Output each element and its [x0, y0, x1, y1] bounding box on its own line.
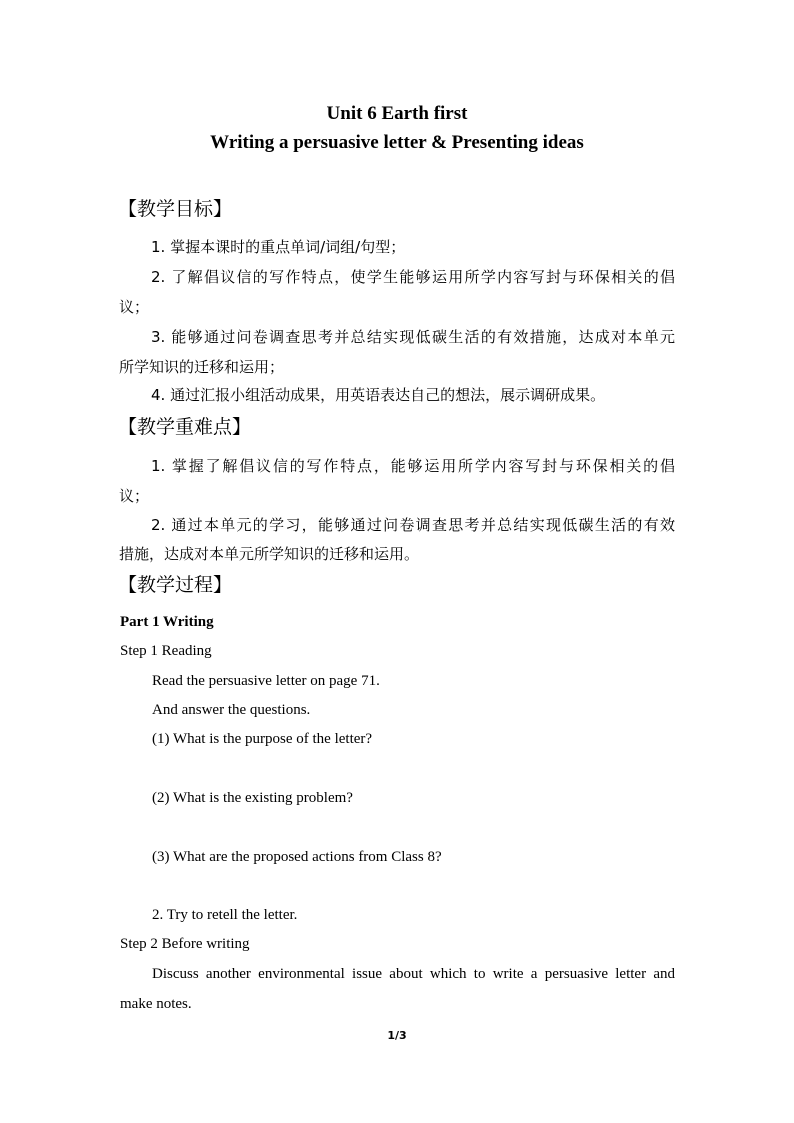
part-1-title: Part 1 Writing — [120, 614, 214, 630]
step-2-text: Discuss another environmental issue about which to write a persuasive letter and — [152, 966, 675, 982]
section-heading-objectives: 【教学目标】 — [118, 198, 233, 220]
step-2-text-cont: make notes. — [120, 996, 192, 1012]
document-subtitle: Writing a persuasive letter & Presenting ideas — [210, 132, 584, 153]
step-2-title: Step 2 Before writing — [120, 936, 250, 952]
objective-item-3: 3. 能够通过问卷调查思考并总结实现低碳生活的有效措施，达成对本单元 — [151, 328, 675, 346]
page-number: 1/3 — [387, 1029, 407, 1042]
objective-item-2: 2. 了解倡议信的写作特点，使学生能够运用所学内容写封与环保相关的倡 — [151, 268, 675, 286]
document-title: Unit 6 Earth first — [326, 103, 468, 124]
step-1-line: And answer the questions. — [152, 702, 311, 718]
objective-item-1: 1. 掌握本课时的重点单词/词组/句型； — [151, 238, 406, 256]
objective-item-4: 4. 通过汇报小组活动成果，用英语表达自己的想法，展示调研成果。 — [151, 386, 606, 404]
objective-item-3-cont: 所学知识的迁移和运用； — [119, 358, 285, 376]
question-3: (3) What are the proposed actions from Class 8? — [152, 849, 442, 865]
key-point-item-2: 2. 通过本单元的学习，能够通过问卷调查思考并总结实现低碳生活的有效 — [151, 516, 675, 534]
step-1-line: Read the persuasive letter on page 71. — [152, 673, 380, 689]
key-point-item-2-cont: 措施，达成对本单元所学知识的迁移和运用。 — [119, 545, 420, 563]
objective-item-2-cont: 议； — [119, 298, 150, 316]
retell-instruction: 2. Try to retell the letter. — [152, 907, 298, 923]
section-heading-key-points: 【教学重难点】 — [118, 416, 252, 438]
section-heading-process: 【教学过程】 — [118, 574, 233, 596]
key-point-item-1: 1. 掌握了解倡议信的写作特点，能够运用所学内容写封与环保相关的倡 — [151, 457, 675, 475]
question-2: (2) What is the existing problem? — [152, 790, 353, 806]
key-point-item-1-cont: 议； — [119, 487, 150, 505]
question-1: (1) What is the purpose of the letter? — [152, 731, 373, 747]
step-1-title: Step 1 Reading — [120, 643, 212, 659]
